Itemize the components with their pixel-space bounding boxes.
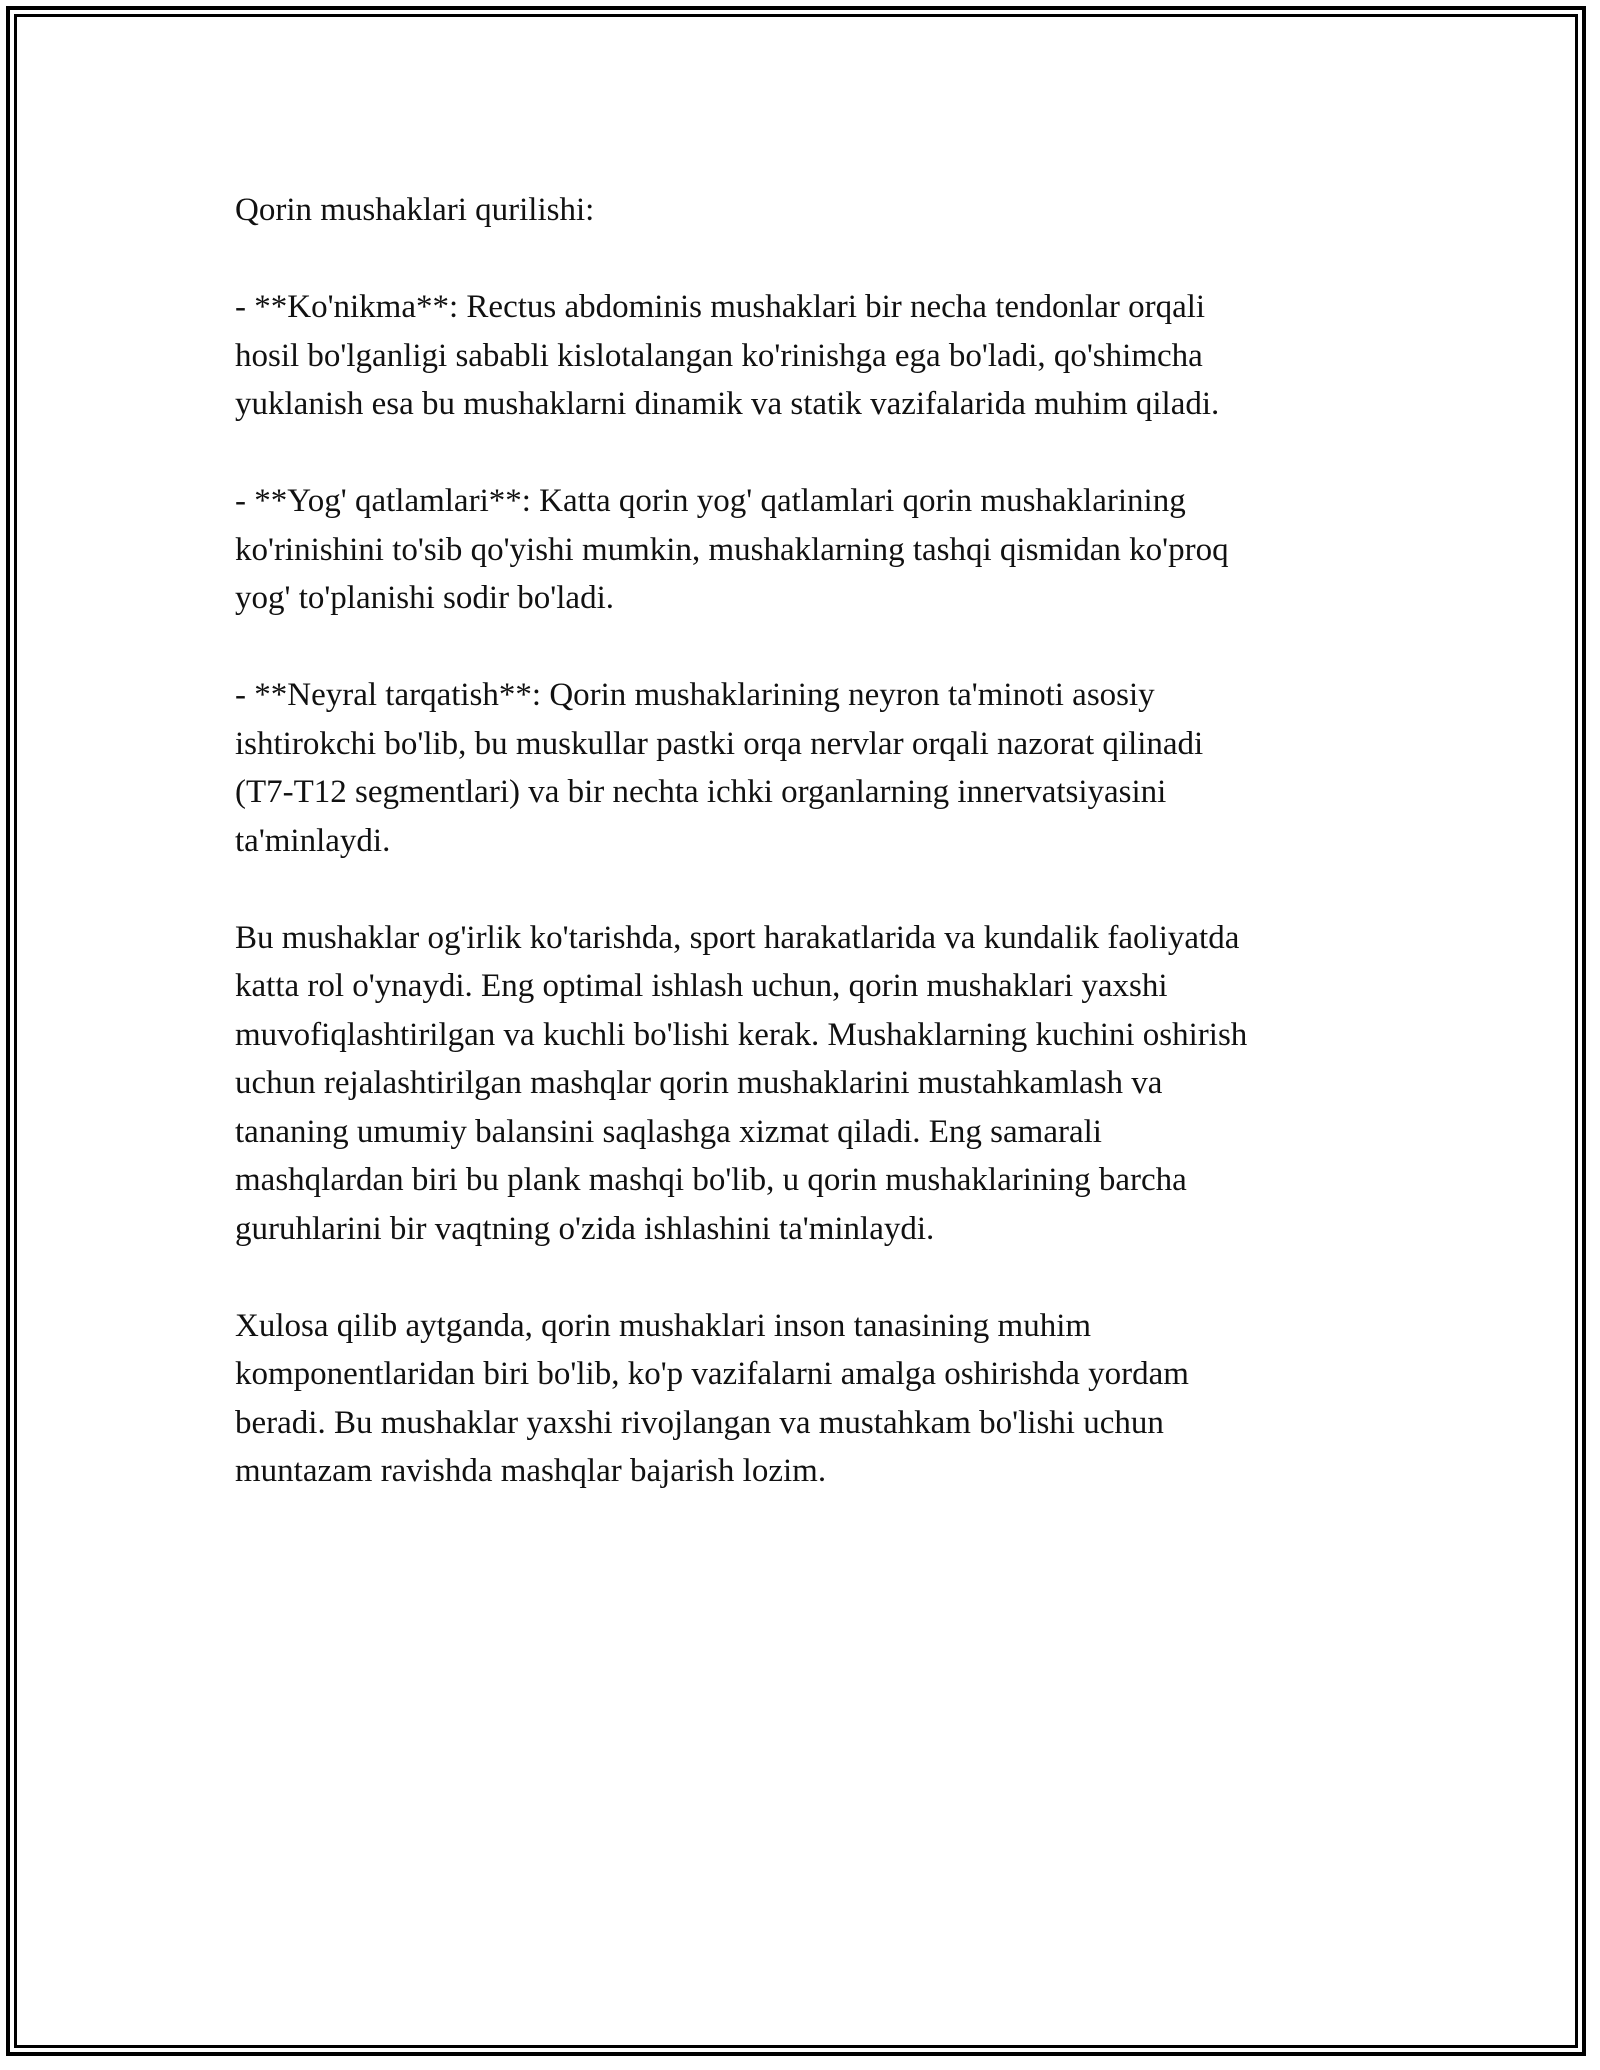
paragraph-xulosa: Xulosa qilib aytganda, qorin mushaklari inson tanasining muhim komponentlaridan biri bo'lib, ko'p vazifalarni amalga oshirishda yordam beradi. Bu mushaklar yaxshi rivojlangan va mustahkam bo'lishi uchun muntazam ravishda mashqlar bajarish lozim. xyxy=(235,1307,1189,1489)
paragraph-neyral-tarqatish: - **Neyral tarqatish**: Qorin mushaklarining neyron ta'minoti asosiy ishtirokchi bo'lib, bu muskullar pastki orqa nervlar orqali nazorat qilinadi (T7-T12 segmentlari) va bir nechta ichki organlarning innervatsiyasini ta'minlaydi. xyxy=(235,677,1204,859)
document-body xyxy=(235,186,1375,1544)
paragraph-konikma: - **Ko'nikma**: Rectus abdominis mushaklari bir necha tendonlar orqali hosil bo'lganligi sababli kislotalangan ko'rinishga ega bo'ladi, qo'shimcha yuklanish esa bu mushaklarni dinamik va statik vazifalarida muhim qiladi. xyxy=(235,289,1220,422)
paragraph-mushaklar-roli: Bu mushaklar og'irlik ko'tarishda, sport harakatlarida va kundalik faoliyatda katta rol o'ynaydi. Eng optimal ishlash uchun, qorin mushaklari yaxshi muvofiqlashtirilgan va kuchli bo'lishi kerak. Mushaklarning kuchini oshirish uchun rejalashtirilgan mashqlar qorin mushaklarini mustahkamlash va tananing umumiy balansini saqlashga xizmat qiladi. Eng samarali mashqlardan biri bu plank mashqi bo'lib, u qorin mushaklarining barcha guruhlarini bir vaqtning o'zida ishlashini ta'minlaydi. xyxy=(235,919,1248,1247)
paragraph-yog-qatlamlari: - **Yog' qatlamlari**: Katta qorin yog' qatlamlari qorin mushaklarining ko'rinishini to'sib qo'yishi mumkin, mushaklarning tashqi qismidan ko'proq yog' to'planishi sodir bo'ladi. xyxy=(235,483,1229,616)
document-heading: Qorin mushaklari qurilishi: xyxy=(235,192,595,228)
